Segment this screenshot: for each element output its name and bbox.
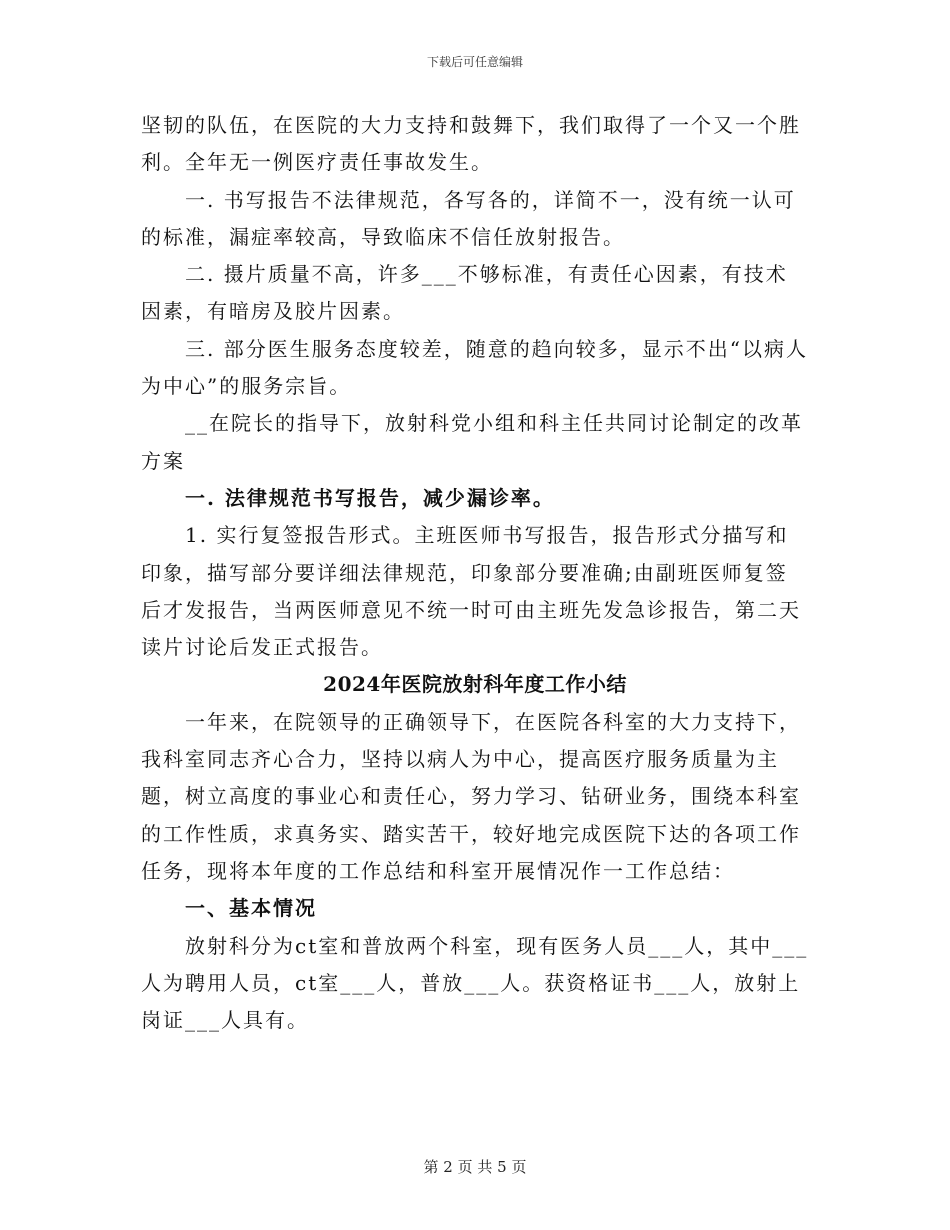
paragraph-basic-info: 放射科分为ct室和普放两个科室，现有医务人员___人，其中___人为聘用人员，ct室___人，普放___人。获资格证书___人，放射上岗证___人具有。 <box>141 933 809 1033</box>
section-heading-reports: 一. 法律规范书写报告，减少漏诊率。 <box>185 485 555 510</box>
paragraph-double-sign: 1. 实行复签报告形式。主班医师书写报告，报告形式分描写和印象，描写部分要详细法律规范，印象部分要准确;由副班医师复签后才发报告，当两医师意见不统一时可由主班先发急诊报告，第二天读片讨论后发正式报告。 <box>141 523 801 660</box>
document-body <box>141 107 809 1039</box>
page-header-note: 下载后可任意编辑 <box>426 55 523 69</box>
paragraph-problem-two: 二. 摄片质量不高，许多___不够标准，有责任心因素，有技术因素，有暗房及胶片因素。 <box>141 262 788 324</box>
document-title: 2024年医院放射科年度工作小结 <box>323 672 627 697</box>
paragraph-problem-one: 一. 书写报告不法律规范，各写各的，详简不一，没有统一认可的标准，漏症率较高，导致临床不信任放射报告。 <box>141 187 796 249</box>
section-heading-basic: 一、基本情况 <box>185 896 317 921</box>
paragraph-continuation: 坚韧的队伍，在医院的大力支持和鼓舞下，我们取得了一个又一个胜利。全年无一例医疗责任事故发生。 <box>141 113 801 175</box>
paragraph-intro: 一年来，在院领导的正确领导下，在医院各科室的大力支持下，我科室同志齐心合力，坚持以病人为中心，提高医疗服务质量为主题，树立高度的事业心和责任心，努力学习、钻研业务，围绕本科室的工作性质，求真务实、踏实苦干，较好地完成医院下达的各项工作任务，现将本年度的工作总结和科室开展情况作一工作总结： <box>141 709 801 883</box>
page-number: 第 2 页 共 5 页 <box>423 1158 527 1176</box>
paragraph-problem-three: 三. 部分医生服务态度较差，随意的趋向较多，显示不出“以病人为中心”的服务宗旨。 <box>141 336 808 399</box>
paragraph-reform-plan: __在院长的指导下，放射科党小组和科主任共同讨论制定的改革方案 <box>141 411 803 473</box>
